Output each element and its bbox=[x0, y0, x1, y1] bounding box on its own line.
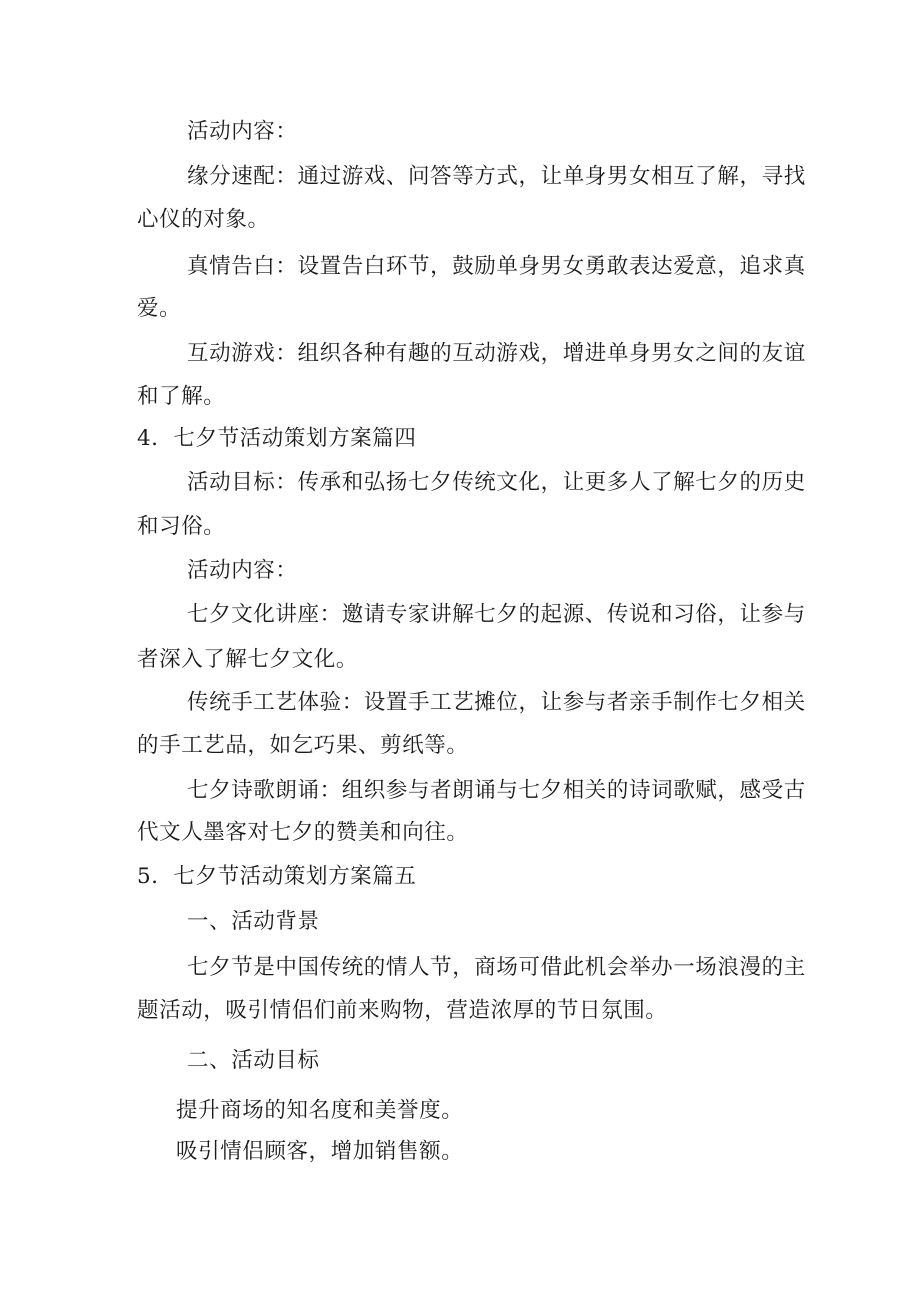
paragraph-line: 活动内容： bbox=[187, 119, 298, 144]
paragraph-line: 传统手工艺体验：设置手工艺摊位，让参与者亲手制作七夕相关 bbox=[187, 690, 806, 715]
paragraph-line: 心仪的对象。 bbox=[137, 207, 270, 232]
paragraph-line: 七夕诗歌朗诵：组织参与者朗诵与七夕相关的诗词歌赋，感受古 bbox=[187, 778, 806, 803]
paragraph-line: 者深入了解七夕文化。 bbox=[137, 647, 359, 672]
section-heading: 4．七夕节活动策划方案篇四 bbox=[137, 426, 417, 451]
section-heading: 5．七夕节活动策划方案篇五 bbox=[137, 864, 417, 889]
paragraph-line: 爱。 bbox=[137, 296, 182, 321]
paragraph-line: 活动内容： bbox=[187, 558, 298, 583]
paragraph-line: 互动游戏：组织各种有趣的互动游戏，增进单身男女之间的友谊 bbox=[187, 341, 806, 366]
paragraph-line: 代文人墨客对七夕的赞美和向往。 bbox=[137, 820, 469, 845]
subsection-heading: 一、活动背景 bbox=[187, 909, 320, 934]
subsection-heading: 二、活动目标 bbox=[187, 1048, 320, 1073]
paragraph-line: 缘分速配：通过游戏、问答等方式，让单身男女相互了解，寻找 bbox=[187, 164, 806, 189]
paragraph-line: 和习俗。 bbox=[137, 514, 226, 539]
paragraph-line: 七夕文化讲座：邀请专家讲解七夕的起源、传说和习俗，让参与 bbox=[187, 602, 806, 627]
paragraph-line: 吸引情侣顾客，增加销售额。 bbox=[176, 1139, 464, 1164]
paragraph-line: 提升商场的知名度和美誉度。 bbox=[176, 1098, 464, 1123]
paragraph-line: 活动目标：传承和弘扬七夕传统文化，让更多人了解七夕的历史 bbox=[187, 470, 806, 495]
paragraph-line: 和了解。 bbox=[137, 384, 226, 409]
paragraph-line: 真情告白：设置告白环节，鼓励单身男女勇敢表达爱意，追求真 bbox=[187, 254, 806, 279]
paragraph-line: 的手工艺品，如乞巧果、剪纸等。 bbox=[137, 733, 469, 758]
paragraph-line: 题活动，吸引情侣们前来购物，营造浓厚的节日氛围。 bbox=[137, 998, 668, 1023]
paragraph-line: 七夕节是中国传统的情人节，商场可借此机会举办一场浪漫的主 bbox=[187, 955, 806, 980]
